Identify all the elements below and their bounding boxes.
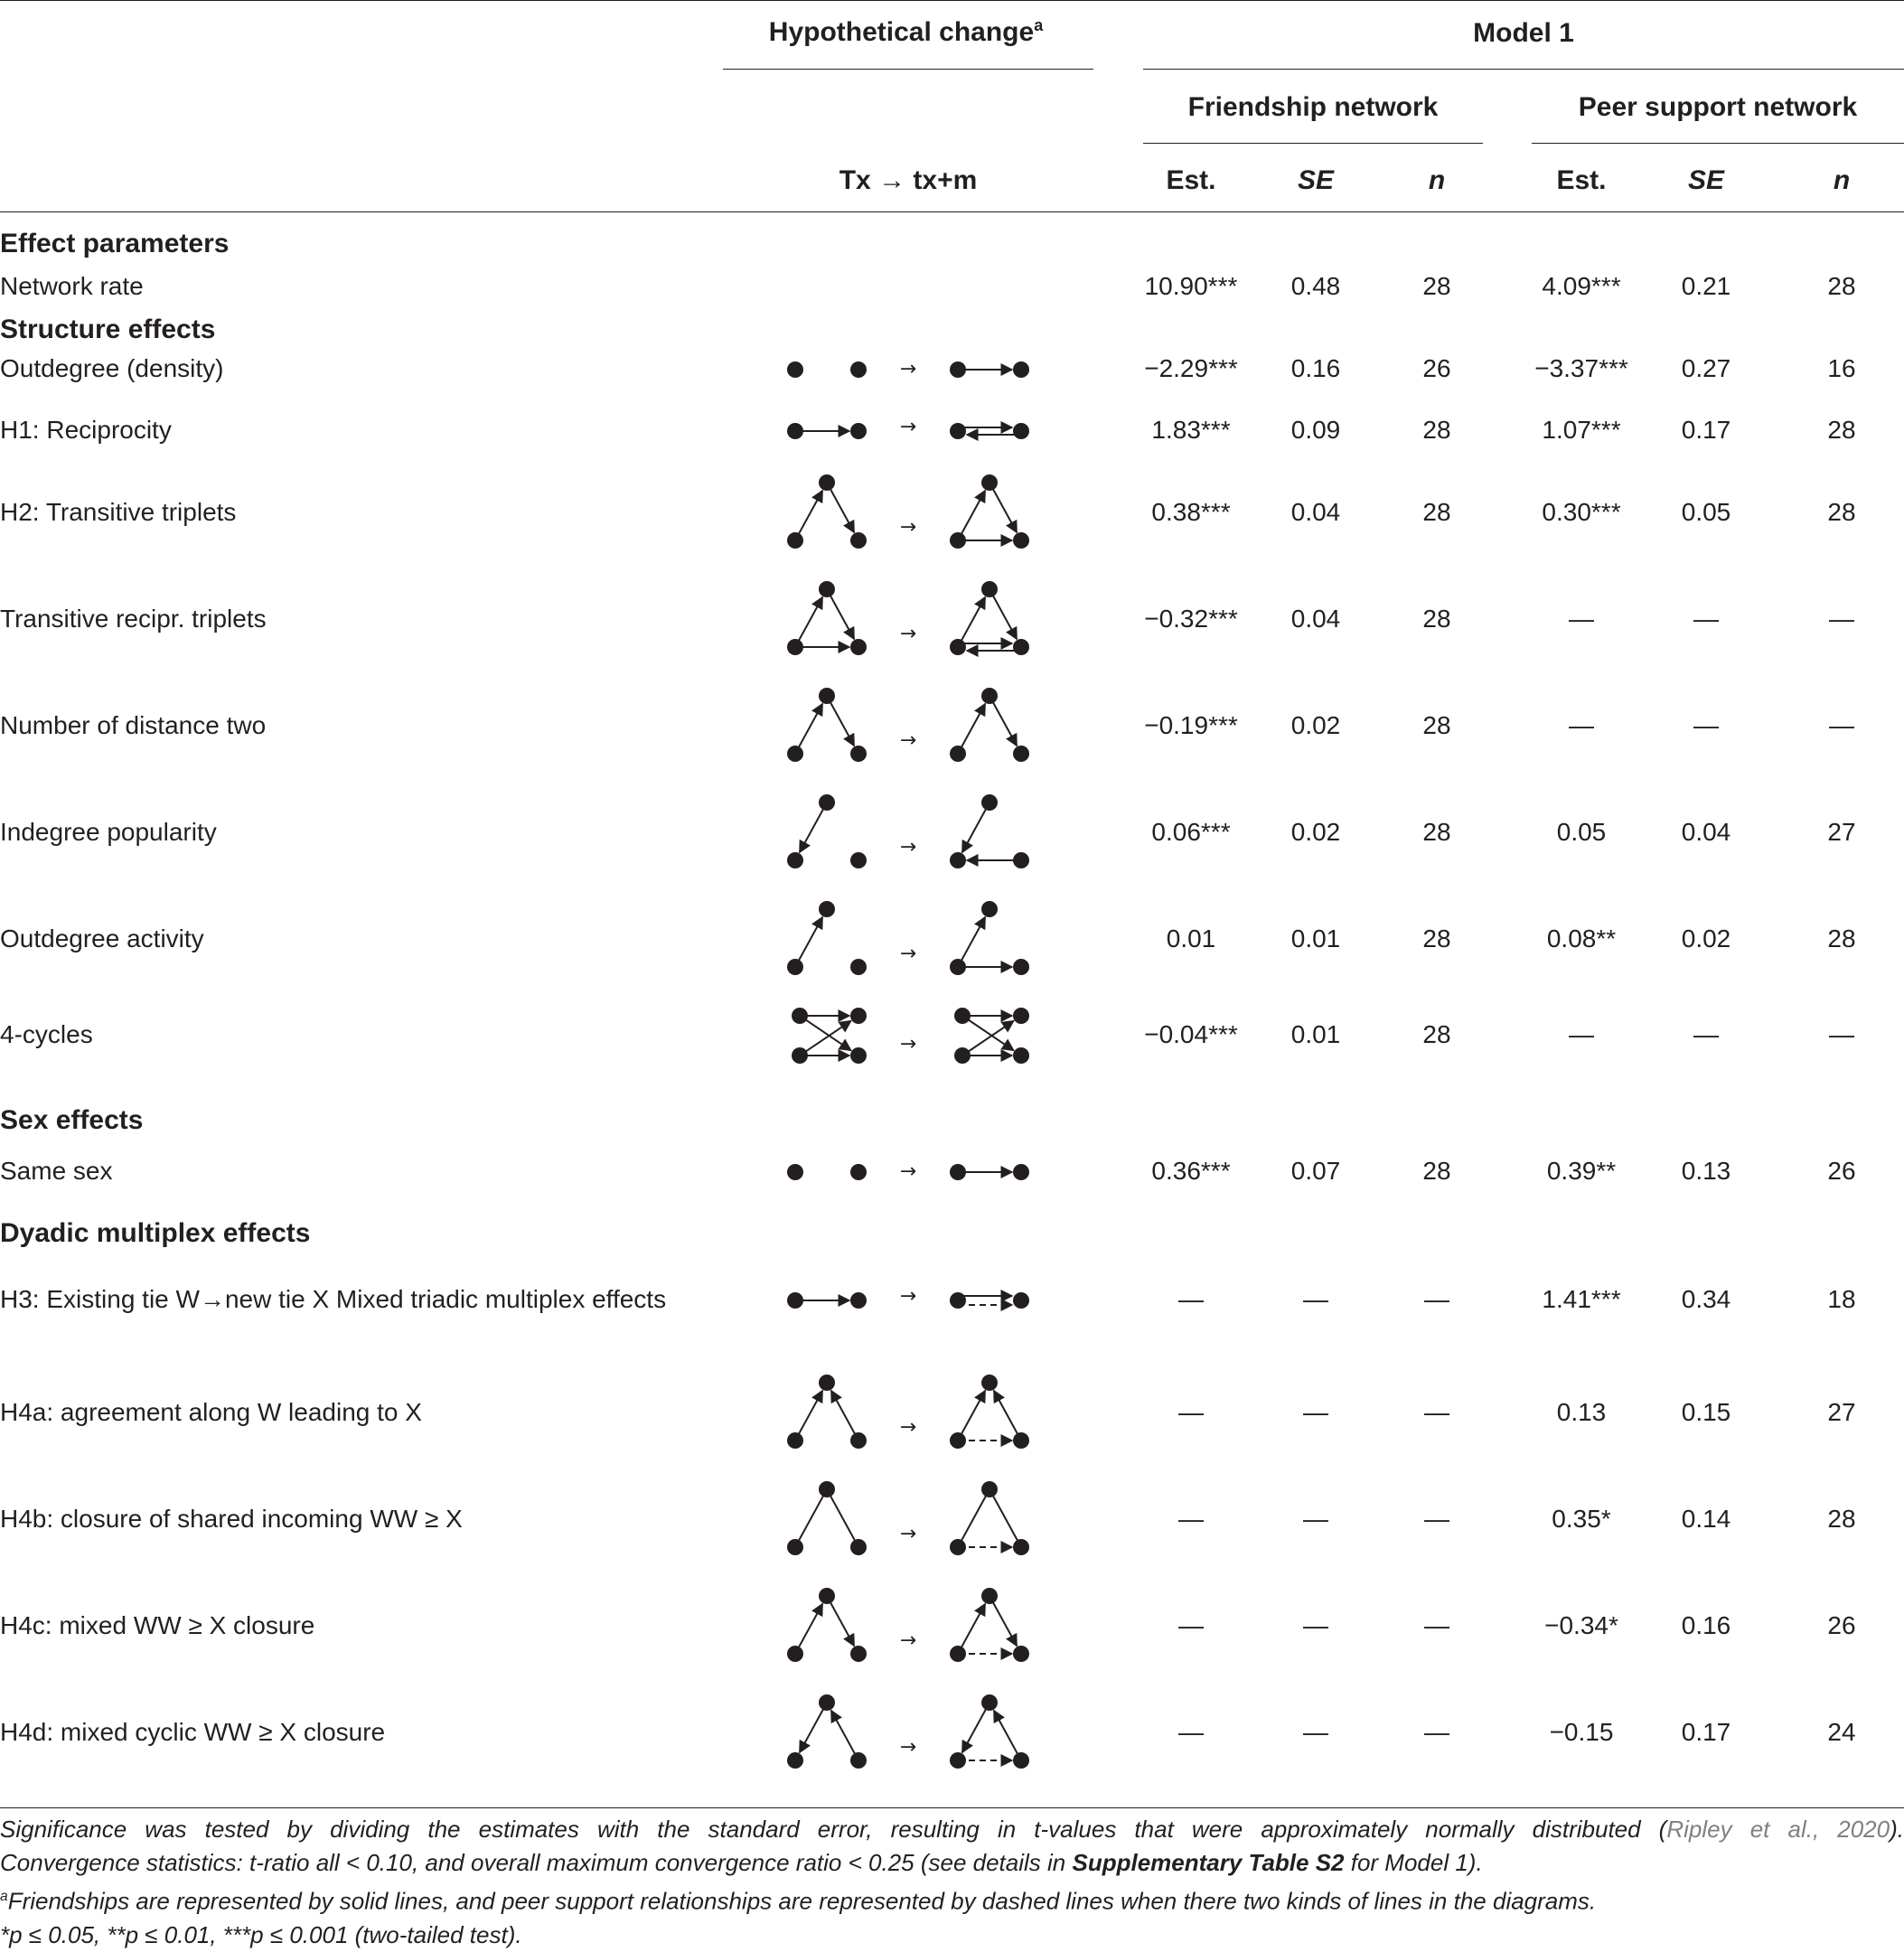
row-label: Outdegree activity <box>0 924 204 953</box>
row-label: Indegree popularity <box>0 818 217 846</box>
four-cycles-diagram <box>777 995 1048 1076</box>
footnote-convergence-text: Convergence statistics: t-ratio all < 0.10, and overall maximum convergence ratio < 0.25 (see details in <box>0 1849 1073 1876</box>
friendship-se-header: SE <box>1297 165 1335 195</box>
transition-header: Tx → tx+m <box>839 165 978 195</box>
cell-f-se: 0.04 <box>1290 605 1341 633</box>
footnote-convergence <box>0 1846 1904 1880</box>
cell-f-se: — <box>1303 1398 1328 1426</box>
cell-p-est: 0.13 <box>1556 1398 1607 1426</box>
section-dyadic-multiplex: Dyadic multiplex effects <box>0 1218 311 1248</box>
cell-f-n: — <box>1424 1505 1449 1533</box>
citation-link[interactable]: Ripley et al., 2020 <box>1666 1816 1890 1843</box>
cell-p-est: 1.41*** <box>1542 1285 1621 1313</box>
cell-p-est: 0.08** <box>1546 924 1617 953</box>
cell-f-n: 28 <box>1422 711 1451 739</box>
cell-p-est: 0.30*** <box>1542 498 1621 526</box>
friendship-est-header: Est. <box>1166 165 1216 195</box>
cell-p-n: 24 <box>1827 1718 1856 1746</box>
svg-text:→: → <box>899 1160 917 1183</box>
cell-f-n: 28 <box>1422 605 1451 633</box>
hypothetical-change-text: Hypothetical change <box>768 17 1035 47</box>
cell-f-n: — <box>1424 1611 1449 1639</box>
svg-text:→: → <box>899 1629 917 1652</box>
model-header: Model 1 <box>1473 18 1574 48</box>
row-label: Outdegree (density) <box>0 354 224 382</box>
footnote-a-text: Friendships are represented by solid lines, and peer support relationships are represented by dashed lines when there two kinds of lines in the diagrams. <box>7 1887 1597 1915</box>
cell-f-est: 0.01 <box>1166 924 1216 953</box>
svg-text:→: → <box>899 943 917 965</box>
top-rule <box>0 0 1904 1</box>
cell-p-se: 0.05 <box>1681 498 1731 526</box>
cell-p-se: 0.13 <box>1681 1157 1731 1185</box>
footnote-a <box>0 1880 1904 1919</box>
cell-p-n: — <box>1829 711 1854 739</box>
table-bottom-rule <box>0 1807 1904 1808</box>
cell-p-est: 4.09*** <box>1542 272 1621 300</box>
cell-f-se: 0.04 <box>1290 498 1341 526</box>
cell-p-se: 0.14 <box>1681 1505 1731 1533</box>
svg-text:→: → <box>899 836 917 859</box>
row-label: H4d: mixed cyclic WW ≥ X closure <box>0 1718 386 1746</box>
cell-p-n: 28 <box>1827 1505 1856 1533</box>
peer-n-header: n <box>1833 165 1851 195</box>
cell-f-est: — <box>1178 1285 1204 1313</box>
transitive-recip-diagram <box>777 577 1048 677</box>
cell-f-est: 0.06*** <box>1151 818 1231 846</box>
density-diagram <box>777 343 1048 397</box>
h4d-diagram <box>777 1691 1048 1790</box>
indegree-diagram <box>777 791 1048 890</box>
footnote-significance <box>0 1813 1904 1846</box>
footnote-a-sup: a <box>0 1889 8 1904</box>
cell-f-n: — <box>1424 1398 1449 1426</box>
row-label: H2: Transitive triplets <box>0 498 237 526</box>
cell-p-n: 18 <box>1827 1285 1856 1313</box>
svg-text:→: → <box>899 1033 917 1056</box>
cell-p-se: — <box>1693 711 1719 739</box>
cell-p-se: — <box>1693 1020 1719 1048</box>
cell-f-n: 28 <box>1422 818 1451 846</box>
section-sex-effects: Sex effects <box>0 1105 144 1135</box>
cell-p-n: — <box>1829 1020 1854 1048</box>
peer-support-rule <box>1532 143 1904 144</box>
hypothetical-change-sup: a <box>1034 16 1044 34</box>
cell-f-est: — <box>1178 1505 1204 1533</box>
row-label: H1: Reciprocity <box>0 416 172 444</box>
footnote-convergence-end: for Model 1). <box>1344 1849 1483 1876</box>
cell-p-se: 0.15 <box>1681 1398 1731 1426</box>
cell-p-n: 16 <box>1827 354 1856 382</box>
svg-text:→: → <box>899 516 917 539</box>
distance-two-diagram <box>777 684 1048 784</box>
cell-f-est: 0.38*** <box>1151 498 1231 526</box>
cell-p-se: 0.02 <box>1681 924 1731 953</box>
cell-p-est: 0.35* <box>1552 1505 1611 1533</box>
cell-f-est: — <box>1178 1398 1204 1426</box>
cell-p-n: — <box>1829 605 1854 633</box>
row-label: H4b: closure of shared incoming WW ≥ X <box>0 1505 463 1533</box>
cell-f-n: 28 <box>1422 498 1451 526</box>
cell-f-est: −2.29*** <box>1144 354 1238 382</box>
cell-p-n: 28 <box>1827 272 1856 300</box>
cell-p-est: — <box>1569 605 1594 633</box>
peer-support-header: Peer support network <box>1578 92 1858 122</box>
svg-text:→: → <box>899 1285 917 1308</box>
cell-p-n: 27 <box>1827 818 1856 846</box>
model-rule <box>1143 69 1904 70</box>
section-structure-effects: Structure effects <box>0 314 216 344</box>
transitive-diagram <box>777 471 1048 570</box>
cell-f-se: 0.48 <box>1290 272 1341 300</box>
cell-p-est: 0.39** <box>1546 1157 1617 1185</box>
supplementary-table-link[interactable]: Supplementary Table S2 <box>1072 1849 1345 1876</box>
friendship-header: Friendship network <box>1187 92 1439 122</box>
cell-p-n: 28 <box>1827 498 1856 526</box>
cell-f-n: — <box>1424 1718 1449 1746</box>
svg-text:→: → <box>899 623 917 645</box>
row-label: H3: Existing tie W→new tie X Mixed triadic multiplex effects <box>0 1285 667 1313</box>
cell-f-se: — <box>1303 1285 1328 1313</box>
cell-f-se: 0.16 <box>1290 354 1341 382</box>
h4c-diagram <box>777 1584 1048 1684</box>
row-label: Number of distance two <box>0 711 267 739</box>
row-label: Transitive recipr. triplets <box>0 605 267 633</box>
peer-se-header: SE <box>1687 165 1725 195</box>
hypothetical-rule <box>723 69 1093 70</box>
cell-f-se: 0.02 <box>1290 711 1341 739</box>
multiplex-dyad-diagram <box>777 1273 1048 1328</box>
header-bottom-rule <box>0 211 1904 212</box>
cell-p-est: — <box>1569 711 1594 739</box>
svg-text:→: → <box>899 1523 917 1545</box>
cell-p-est: −3.37*** <box>1534 354 1628 382</box>
cell-p-se: 0.21 <box>1681 272 1731 300</box>
row-label: Network rate <box>0 272 144 300</box>
cell-p-se: 0.16 <box>1681 1611 1731 1639</box>
same-sex-diagram <box>777 1145 1048 1199</box>
cell-f-se: 0.01 <box>1290 924 1341 953</box>
row-label: H4a: agreement along W leading to X <box>0 1398 422 1426</box>
cell-p-se: — <box>1693 605 1719 633</box>
cell-f-n: 26 <box>1422 354 1451 382</box>
svg-text:→: → <box>899 358 917 380</box>
cell-f-se: 0.02 <box>1290 818 1341 846</box>
cell-f-est: 0.36*** <box>1151 1157 1231 1185</box>
cell-f-n: — <box>1424 1285 1449 1313</box>
footnote-pvalues: *p ≤ 0.05, **p ≤ 0.01, ***p ≤ 0.001 (two-tailed test). <box>0 1920 522 1948</box>
cell-f-est: — <box>1178 1718 1204 1746</box>
cell-p-est: 1.07*** <box>1542 416 1621 444</box>
cell-f-se: 0.07 <box>1290 1157 1341 1185</box>
reciprocity-diagram <box>777 404 1048 458</box>
cell-p-n: 27 <box>1827 1398 1856 1426</box>
cell-p-est: −0.15 <box>1549 1718 1614 1746</box>
cell-f-est: — <box>1178 1611 1204 1639</box>
cell-f-n: 28 <box>1422 1157 1451 1185</box>
cell-p-se: 0.17 <box>1681 416 1731 444</box>
outdegree-activity-diagram <box>777 897 1048 997</box>
row-label: Same sex <box>0 1157 113 1185</box>
svg-text:→: → <box>899 1736 917 1759</box>
cell-f-n: 28 <box>1422 272 1451 300</box>
cell-f-est: 1.83*** <box>1151 416 1231 444</box>
peer-est-header: Est. <box>1556 165 1607 195</box>
h4a-diagram <box>777 1371 1048 1470</box>
cell-p-est: −0.34* <box>1544 1611 1618 1639</box>
cell-p-n: 26 <box>1827 1611 1856 1639</box>
cell-p-n: 26 <box>1827 1157 1856 1185</box>
svg-text:→: → <box>899 1416 917 1439</box>
svg-text:→: → <box>899 729 917 752</box>
row-label: 4-cycles <box>0 1020 93 1048</box>
cell-p-se: 0.34 <box>1681 1285 1731 1313</box>
cell-f-se: 0.01 <box>1290 1020 1341 1048</box>
cell-f-est: 10.90*** <box>1144 272 1238 300</box>
footnote-significance-end: ). <box>1890 1816 1904 1843</box>
cell-f-n: 28 <box>1422 924 1451 953</box>
footnotes <box>0 1813 1904 1952</box>
cell-f-se: — <box>1303 1505 1328 1533</box>
cell-f-se: 0.09 <box>1290 416 1341 444</box>
friendship-n-header: n <box>1428 165 1446 195</box>
cell-p-n: 28 <box>1827 924 1856 953</box>
cell-p-se: 0.17 <box>1681 1718 1731 1746</box>
cell-f-est: −0.19*** <box>1144 711 1238 739</box>
cell-p-n: 28 <box>1827 416 1856 444</box>
cell-f-n: 28 <box>1422 1020 1451 1048</box>
friendship-rule <box>1143 143 1483 144</box>
hypothetical-change-header <box>723 16 1089 48</box>
cell-f-est: −0.04*** <box>1144 1020 1238 1048</box>
cell-f-est: −0.32*** <box>1144 605 1238 633</box>
cell-p-se: 0.04 <box>1681 818 1731 846</box>
cell-p-est: — <box>1569 1020 1594 1048</box>
cell-f-se: — <box>1303 1611 1328 1639</box>
cell-p-est: 0.05 <box>1556 818 1607 846</box>
cell-f-se: — <box>1303 1718 1328 1746</box>
footnote-significance-text: Significance was tested by dividing the estimates with the standard error, resulting in t-values that were approximately normally distributed ( <box>0 1816 1667 1843</box>
row-label: H4c: mixed WW ≥ X closure <box>0 1611 315 1639</box>
cell-f-n: 28 <box>1422 416 1451 444</box>
cell-p-se: 0.27 <box>1681 354 1731 382</box>
section-effect-parameters: Effect parameters <box>0 229 230 258</box>
h4b-diagram <box>777 1478 1048 1577</box>
svg-text:→: → <box>899 416 917 438</box>
